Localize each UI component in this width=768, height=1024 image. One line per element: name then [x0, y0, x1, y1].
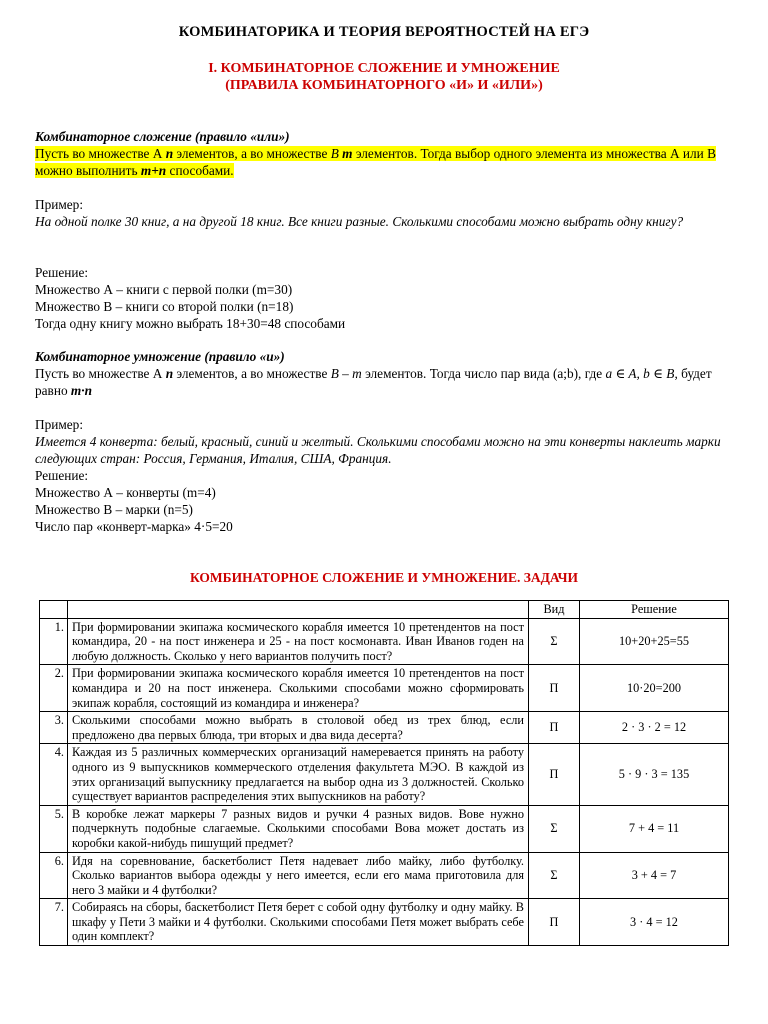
task-num: 5.: [40, 805, 68, 852]
task-kind: П: [529, 712, 580, 744]
section-title-line2: (ПРАВИЛА КОМБИНАТОРНОГО «И» И «ИЛИ»): [225, 78, 543, 93]
task-text: Идя на соревнование, баскетболист Петя надевает либо майку, либо футболку. Сколько вариантов выбора одежды у него имеется, если его мама приготовила для него 3 майки и 4 футболки?: [68, 852, 529, 899]
solution-line: Множество В – марки (n=5): [35, 502, 193, 517]
task-kind: П: [529, 744, 580, 805]
task-num: 2.: [40, 665, 68, 712]
rule-text: , будет равно: [35, 366, 712, 398]
table-row: [40, 712, 729, 744]
task-num: 6.: [40, 852, 68, 899]
task-num: 4.: [40, 744, 68, 805]
task-solution: 3 · 4 = 12: [580, 899, 729, 946]
rule-text: способами.: [169, 163, 234, 178]
header-num-cell: [40, 601, 68, 619]
table-row: [40, 852, 729, 899]
rule-product: m·n: [70, 383, 92, 398]
header-solution: Решение: [580, 601, 729, 619]
rule-var-n: n: [165, 366, 174, 381]
solution-line: Множество А – книги с первой полки (m=30): [35, 282, 293, 297]
task-num: 7.: [40, 899, 68, 946]
rule-var-B: B: [330, 146, 339, 161]
solution-line: Множество В – книги со второй полки (n=18): [35, 299, 294, 314]
task-text: В коробке лежат маркеры 7 разных видов и ручки 4 разных видов. Вове нужно подчеркнуть подобные слагаемые. Сколькими способами Вова может достать из коробки какой-нибудь пишущий предмет?: [68, 805, 529, 852]
rule-condition: a ∈ A, b ∈ B: [605, 366, 675, 381]
rule-text: элементов, а во множестве: [176, 146, 328, 161]
multiplication-rule-block: [35, 348, 725, 399]
addition-solution-block: [35, 264, 725, 332]
rule-text: Пусть во множестве А: [35, 366, 163, 381]
example-text: Имеется 4 конверта: белый, красный, синий и желтый. Сколькими способами можно на эти конверты наклеить марки следующих стран: Россия, Германия, Италия, США, Франция.: [35, 434, 721, 466]
rule-text: элементов, а во множестве: [176, 366, 328, 381]
multiplication-example-block: [35, 416, 725, 535]
task-kind: П: [529, 899, 580, 946]
task-text: Собираясь на сборы, баскетболист Петя берет с собой одну футболку и одну майку. В шкафу у Пети 3 майки и 4 футболки. Сколькими способами Петя может выбрать себе один комплект?: [68, 899, 529, 946]
table-row: [40, 618, 729, 665]
rule-text: элементов. Тогда выбор одного элемента из множества А или В можно выполнить: [35, 146, 716, 178]
header-kind: Вид: [529, 601, 580, 619]
page-title: КОМБИНАТОРИКА И ТЕОРИЯ ВЕРОЯТНОСТЕЙ НА ЕГЭ: [178, 24, 590, 40]
section-title: [0, 60, 768, 94]
task-solution: 7 + 4 = 11: [580, 805, 729, 852]
table-row: [40, 744, 729, 805]
rule-var-n: n: [165, 146, 174, 161]
header-text-cell: [68, 601, 529, 619]
rule-var-m: m: [342, 146, 353, 161]
task-kind: Σ: [529, 618, 580, 665]
task-num: 1.: [40, 618, 68, 665]
solution-line: Тогда одну книгу можно выбрать 18+30=48 способами: [35, 316, 346, 331]
solution-label: Решение:: [35, 468, 89, 483]
tasks-title: КОМБИНАТОРНОЕ СЛОЖЕНИЕ И УМНОЖЕНИЕ. ЗАДАЧИ: [189, 570, 579, 585]
task-text: При формировании экипажа космического корабля имеется 10 претендентов на пост командира и 20 на пост инженера. Сколькими способами можно сформировать экипаж корабля, состоящий из командира и инженера?: [68, 665, 529, 712]
addition-rule-highlight: [35, 146, 716, 178]
section-title-line1: I. КОМБИНАТОРНОЕ СЛОЖЕНИЕ И УМНОЖЕНИЕ: [208, 61, 560, 76]
task-kind: П: [529, 665, 580, 712]
rule-sum: m+n: [140, 163, 167, 178]
example-label: Пример:: [35, 197, 84, 212]
table-header-row: [40, 601, 729, 619]
solution-label: Решение:: [35, 265, 89, 280]
task-text: Сколькими способами можно выбрать в столовой обед из трех блюд, если предложено два первых блюда, три вторых и два вида десерта?: [68, 712, 529, 744]
addition-rule-block: [35, 128, 725, 179]
table-row: [40, 899, 729, 946]
addition-heading: Комбинаторное сложение (правило «или»): [35, 129, 290, 144]
solution-line: Множество А – конверты (m=4): [35, 485, 216, 500]
task-kind: Σ: [529, 852, 580, 899]
table-row: [40, 805, 729, 852]
tasks-table: [39, 600, 729, 946]
rule-var-Bm: B – m: [330, 366, 362, 381]
multiplication-rule-text: [35, 365, 725, 399]
example-text: На одной полке 30 книг, а на другой 18 книг. Все книги разные. Сколькими способами можно выбрать одну книгу?: [35, 214, 684, 229]
task-solution: 2 · 3 · 2 = 12: [580, 712, 729, 744]
solution-line: Число пар «конверт-марка» 4·5=20: [35, 519, 233, 534]
table-row: [40, 665, 729, 712]
rule-text: Пусть во множестве А: [35, 146, 163, 161]
task-num: 3.: [40, 712, 68, 744]
task-text: При формировании экипажа космического корабля имеется 10 претендентов на пост командира, 20 - на пост инженера и 25 - на пост космонавта. Иван Иванов годен на любую должность. Сколько у него вариантов получить пост?: [68, 618, 529, 665]
task-text: Каждая из 5 различных коммерческих организаций намеревается принять на работу одного из 9 выпускников коммерческого отделения факультета МЭО. В каждой из этих организаций выпускнику предлагается на выбор одна из 3 должностей. Сколько существует вариантов распределения этих выпускников на работу?: [68, 744, 529, 805]
rule-text: элементов. Тогда число пар вида (a;b), где: [365, 366, 603, 381]
task-solution: 10·20=200: [580, 665, 729, 712]
task-kind: Σ: [529, 805, 580, 852]
addition-example-block: [35, 196, 725, 230]
task-solution: 10+20+25=55: [580, 618, 729, 665]
task-solution: 3 + 4 = 7: [580, 852, 729, 899]
addition-rule-text: [35, 145, 725, 179]
example-label: Пример:: [35, 417, 84, 432]
multiplication-heading: Комбинаторное умножение (правило «и»): [35, 349, 285, 364]
task-solution: 5 · 9 · 3 = 135: [580, 744, 729, 805]
